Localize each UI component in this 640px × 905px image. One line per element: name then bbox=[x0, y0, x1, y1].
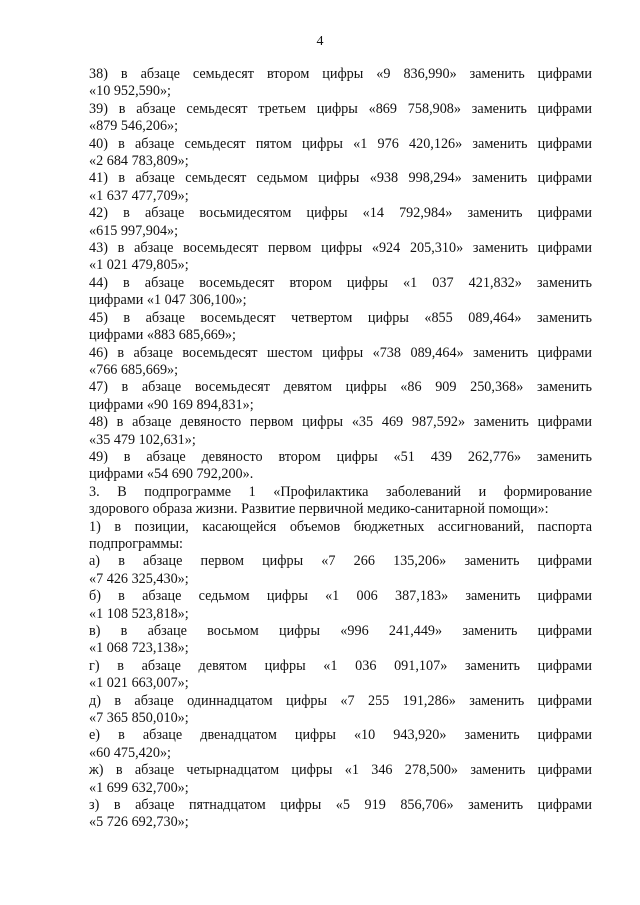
line: 47) в абзаце восемьдесят девятом цифры «86 909 250,368» заменить bbox=[89, 379, 592, 396]
line: «1 637 477,709»; bbox=[89, 187, 189, 204]
line: «1 021 479,805»; bbox=[89, 257, 189, 274]
amendment-item-42 bbox=[89, 205, 592, 240]
line: 45) в абзаце восемьдесят четвертом цифры «855 089,464» заменить bbox=[89, 309, 592, 326]
amendment-item-49 bbox=[89, 449, 592, 484]
line: «5 726 692,730»; bbox=[89, 814, 189, 831]
line: 38) в абзаце семьдесят втором цифры «9 836,990» заменить цифрами bbox=[89, 66, 592, 82]
amendment-item-41 bbox=[89, 170, 592, 205]
line: цифрами «883 685,669»; bbox=[89, 327, 236, 344]
line: з) в абзаце пятнадцатом цифры «5 919 856,706» заменить цифрами bbox=[89, 797, 592, 814]
amendment-item-39 bbox=[89, 101, 592, 136]
line: 1) в позиции, касающейся объемов бюджетных ассигнований, паспорта bbox=[89, 518, 592, 535]
line: е) в абзаце двенадцатом цифры «10 943,920» заменить цифрами bbox=[89, 727, 592, 744]
line: «1 068 723,138»; bbox=[89, 640, 189, 657]
page-number: 4 bbox=[316, 34, 324, 49]
line: 43) в абзаце восемьдесят первом цифры «924 205,310» заменить цифрами bbox=[89, 240, 592, 257]
subitem-b bbox=[89, 588, 592, 623]
section-3-heading bbox=[89, 484, 592, 519]
line: цифрами «90 169 894,831»; bbox=[89, 396, 254, 413]
line: а) в абзаце первом цифры «7 266 135,206» заменить цифрами bbox=[89, 553, 592, 570]
line: б) в абзаце седьмом цифры «1 006 387,183» заменить цифрами bbox=[89, 588, 592, 605]
line: 46) в абзаце восемьдесят шестом цифры «738 089,464» заменить цифрами bbox=[89, 344, 592, 361]
subitem-a bbox=[89, 553, 592, 588]
line: «879 546,206»; bbox=[89, 118, 179, 135]
line: «60 475,420»; bbox=[89, 744, 171, 761]
line: ж) в абзаце четырнадцатом цифры «1 346 278,500» заменить цифрами bbox=[89, 762, 592, 779]
line: «10 952,590»; bbox=[89, 83, 171, 100]
line: г) в абзаце девятом цифры «1 036 091,107» заменить цифрами bbox=[89, 657, 592, 674]
subsection-1 bbox=[89, 519, 592, 554]
line: 42) в абзаце восьмидесятом цифры «14 792,984» заменить цифрами bbox=[89, 205, 592, 222]
amendment-item-44 bbox=[89, 275, 592, 310]
amendment-item-45 bbox=[89, 310, 592, 345]
amendment-item-46 bbox=[89, 345, 592, 380]
line: 41) в абзаце семьдесят седьмом цифры «938 998,294» заменить цифрами bbox=[89, 170, 592, 187]
line: д) в абзаце одиннадцатом цифры «7 255 191,286» заменить цифрами bbox=[89, 692, 592, 709]
line: 3. В подпрограмме 1 «Профилактика заболеваний и формирование bbox=[89, 483, 592, 500]
line: «7 365 850,010»; bbox=[89, 710, 189, 727]
line: подпрограммы: bbox=[89, 535, 183, 552]
line: «2 684 783,809»; bbox=[89, 153, 189, 170]
subitem-g bbox=[89, 658, 592, 693]
subitem-v bbox=[89, 623, 592, 658]
line: 49) в абзаце девяносто втором цифры «51 439 262,776» заменить bbox=[89, 448, 592, 465]
line: цифрами «54 690 792,200». bbox=[89, 466, 254, 483]
line: цифрами «1 047 306,100»; bbox=[89, 292, 247, 309]
line: в) в абзаце восьмом цифры «996 241,449» заменить цифрами bbox=[89, 623, 592, 639]
line: «615 997,904»; bbox=[89, 222, 179, 239]
line: «1 021 663,007»; bbox=[89, 675, 189, 692]
line: «7 426 325,430»; bbox=[89, 570, 189, 587]
line: «35 479 102,631»; bbox=[89, 431, 196, 448]
line: 48) в абзаце девяносто первом цифры «35 469 987,592» заменить цифрами bbox=[89, 414, 592, 431]
amendment-item-47 bbox=[89, 379, 592, 414]
amendment-item-38 bbox=[89, 66, 592, 101]
subitem-e bbox=[89, 727, 592, 762]
subitem-d bbox=[89, 693, 592, 728]
amendment-item-43 bbox=[89, 240, 592, 275]
line: 40) в абзаце семьдесят пятом цифры «1 976 420,126» заменить цифрами bbox=[89, 135, 592, 152]
line: 44) в абзаце восемьдесят втором цифры «1 037 421,832» заменить bbox=[89, 274, 592, 291]
document-body bbox=[89, 66, 592, 832]
line: «1 699 632,700»; bbox=[89, 779, 189, 796]
line: «1 108 523,818»; bbox=[89, 605, 189, 622]
line: 39) в абзаце семьдесят третьем цифры «869 758,908» заменить цифрами bbox=[89, 100, 592, 117]
subitem-z bbox=[89, 797, 592, 832]
line: «766 685,669»; bbox=[89, 361, 179, 378]
amendment-item-40 bbox=[89, 136, 592, 171]
subitem-zh bbox=[89, 762, 592, 797]
line: здорового образа жизни. Развитие первичной медико-санитарной помощи»: bbox=[89, 501, 549, 518]
amendment-item-48 bbox=[89, 414, 592, 449]
